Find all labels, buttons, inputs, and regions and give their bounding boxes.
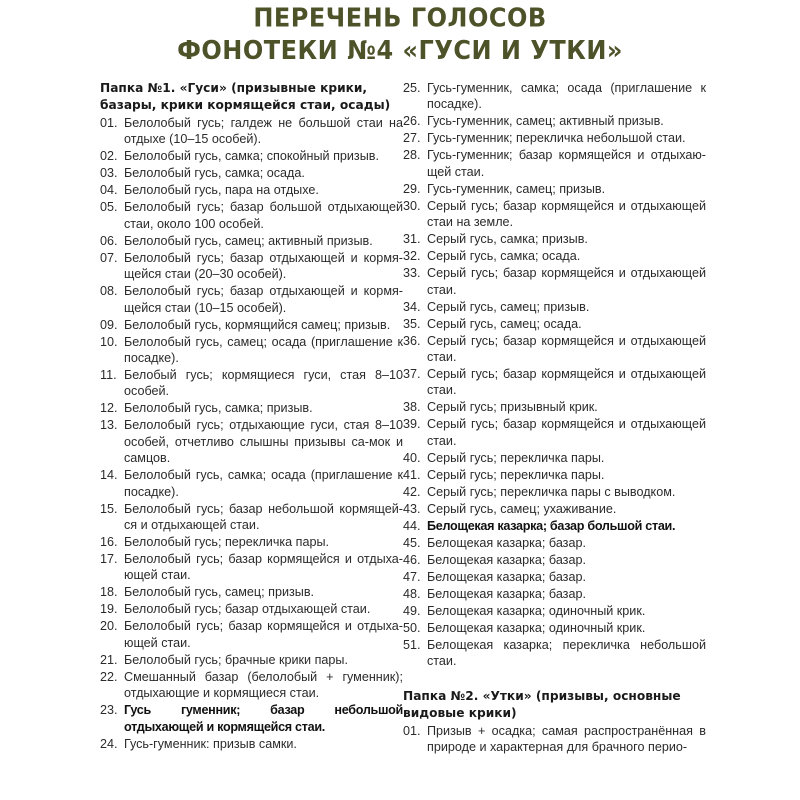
right-column [403,80,706,756]
item-number: 35. [403,316,421,331]
item-text: Гусь-гуменник, самец; призыв. [427,181,606,196]
folder-2-heading: Папка №2. «Утки» (призывы, основные видовые крики) [403,688,681,720]
item-text: Серый гусь, самка; осада. [427,249,581,264]
list-item [403,299,706,315]
title-line-2: ФОНОТЕКИ №4 «ГУСИ И УТКИ» [177,35,623,66]
item-text: Серый гусь; базар кормящейся и отдыхающей стаи. [427,333,706,365]
list-item [403,248,706,264]
item-text: Белолобый гусь; брачные крики пары. [124,652,348,667]
list-item [100,702,403,735]
item-number: 37. [403,367,421,382]
item-text: Серый гусь, самец; осада. [427,316,582,331]
item-text: Белолобый гусь, самка; осада. [124,166,305,181]
list-item [403,450,706,466]
item-number: 32. [403,249,421,264]
item-number: 34. [403,299,421,314]
item-number: 02. [100,149,118,164]
item-number: 05. [100,200,118,215]
item-number: 06. [100,233,118,248]
document-title [0,2,800,67]
list-item [403,535,706,551]
item-number: 47. [403,569,421,584]
list-item [100,148,403,164]
list-item [403,416,706,449]
item-text: Серый гусь; перекличка пары. [427,450,605,465]
item-text: Белощекая казарка; базар. [427,586,586,601]
item-text: Белолобый гусь, пара на отдыхе. [124,183,319,198]
item-number: 16. [100,535,118,550]
list-item [403,569,706,585]
item-text: Серый гусь, самец; ухаживание. [427,501,617,516]
item-text: Белощекая казарка; базар большой стаи. [427,518,676,533]
item-text: Белолобый гусь; галдеж не большой стаи на отдыхе (10–15 особей). [124,116,403,147]
item-text: Белолобый гусь; базар отдыхающей и кормя-щейся стаи (20–30 особей). [124,250,403,282]
folder-1-heading: Папка №1. «Гуси» (призывные крики, базары, крики кормящейся стаи, осады) [100,81,391,112]
list-item [403,620,706,636]
item-number: 03. [100,166,118,181]
item-number: 50. [403,620,421,635]
list-item [403,484,706,500]
item-number: 33. [403,266,421,281]
list-item [100,165,403,181]
list-item [100,501,403,534]
list-item [403,467,706,483]
left-column [100,80,403,753]
item-number: 22. [100,669,118,684]
item-text: Белощекая казарка; базар. [427,569,586,584]
item-number: 51. [403,637,421,652]
item-number: 48. [403,586,421,601]
item-text: Гусь-гуменник; базар кормящейся и отдыхаю-щей стаи. [427,148,706,179]
title-line-1: ПЕРЕЧЕНЬ ГОЛОСОВ [253,2,547,33]
item-number: 24. [100,736,118,751]
item-text: Гусь гуменник; базар небольшой отдыхающей и кормящейся стаи. [124,703,403,734]
list-item [403,147,706,180]
item-number: 21. [100,652,118,667]
list-item [403,181,706,197]
item-text: Смешанный базар (белолобый + гуменник); отдыхающие и кормящиеся стаи. [124,669,403,701]
item-number: 12. [100,401,118,416]
item-text: Белолобый гусь; базар отдыхающей и кормя-щейся стаи (10–15 особей). [124,284,403,315]
item-number: 20. [100,619,118,634]
list-item [403,316,706,332]
item-text: Белолобый гусь, самец; осада (приглашение к посадке). [124,334,403,366]
list-item [403,603,706,619]
item-text: Белощекая казарка; базар. [427,535,586,550]
item-number: 44. [403,518,421,533]
list-item [403,518,706,534]
item-number: 01. [100,116,118,130]
list-item [403,333,706,366]
list-item [100,618,403,651]
list-item [100,652,403,668]
item-text: Серый гусь; базар кормящейся и отдыхающей стаи. [427,417,706,448]
folder-2-list [403,723,706,756]
item-number: 46. [403,552,421,567]
list-item [403,723,706,756]
item-text: Белобый гусь; кормящиеся гуси, стая 8–10 особей. [124,368,403,399]
list-item [100,551,403,584]
item-text: Белолобый гусь, самец; активный призыв. [124,233,373,248]
item-text: Серый гусь; призывный крик. [427,400,598,415]
item-text: Белолобый гусь; перекличка пары. [124,535,330,550]
item-text: Белощекая казарка; одиночный крик. [427,620,646,635]
item-text: Гусь-гуменник, самка; осада (приглашение к посадке). [427,81,706,112]
list-item [100,182,403,198]
list-item [403,130,706,146]
list-item [403,552,706,568]
item-number: 42. [403,484,421,499]
list-item [100,400,403,416]
list-item [403,366,706,399]
item-text: Серый гусь; базар кормящейся и отдыхающей стаи на земле. [427,198,706,230]
item-text: Белолобый гусь; базар кормящейся и отдыха-ющей стаи. [124,619,403,650]
list-item [100,283,403,316]
item-number: 01. [403,723,421,738]
item-text: Призыв + осадка; самая распространённая в природе и характерная для брачного перио- [427,723,706,755]
list-item [403,399,706,415]
item-number: 10. [100,334,118,349]
list-item [100,417,403,466]
item-text: Серый гусь; базар кормящейся и отдыхающей стаи. [427,367,706,398]
item-number: 40. [403,450,421,465]
item-text: Белолобый гусь, самец; призыв. [124,585,315,600]
item-number: 07. [100,250,118,265]
item-number: 18. [100,585,118,600]
list-item [100,584,403,600]
item-number: 08. [100,284,118,299]
list-item [100,250,403,283]
item-text: Белолобый гусь, самка; спокойный призыв. [124,149,379,164]
item-number: 41. [403,467,421,482]
list-item [403,231,706,247]
item-text: Серый гусь; базар кормящейся и отдыхающей стаи. [427,266,706,297]
list-item [100,601,403,617]
item-number: 38. [403,400,421,415]
item-number: 28. [403,148,421,163]
item-number: 04. [100,183,118,198]
item-number: 26. [403,114,421,129]
list-item [403,501,706,517]
item-number: 15. [100,501,118,516]
list-item [403,113,706,129]
item-number: 09. [100,317,118,332]
item-number: 25. [403,81,421,95]
item-text: Белолобый гусь; базар небольшой кормящей-ся и отдыхающей стаи. [124,501,403,533]
list-item [100,334,403,367]
item-number: 29. [403,181,421,196]
item-text: Серый гусь, самка; призыв. [427,232,588,247]
folder-1-list-part-1 [100,115,403,752]
item-number: 19. [100,602,118,617]
item-text: Белощекая казарка; перекличка небольшой стаи. [427,637,706,669]
item-text: Белолобый гусь, самка; осада (приглашение к посадке). [124,468,403,499]
list-item [100,115,403,148]
item-number: 27. [403,131,421,146]
item-text: Белолобый гусь; базар отдыхающей стаи. [124,602,371,617]
list-item [100,199,403,232]
list-item [100,534,403,550]
item-text: Серый гусь, самец; призыв. [427,299,590,314]
list-item [100,669,403,702]
item-number: 30. [403,198,421,213]
item-text: Белощекая казарка; одиночный крик. [427,603,646,618]
list-item [100,467,403,500]
list-item [100,317,403,333]
item-text: Белолобый гусь; отдыхающие гуси, стая 8–10 особей, отчетливо слышны призывы са-мок и самцов. [124,418,403,466]
item-text: Гусь-гуменник; перекличка небольшой стаи. [427,131,686,146]
item-number: 45. [403,535,421,550]
item-text: Гусь-гуменник: призыв самки. [124,736,297,751]
list-item [403,198,706,231]
item-text: Белолобый гусь, кормящийся самец; призыв. [124,317,391,332]
list-item [403,80,706,113]
item-number: 23. [100,703,118,718]
list-item [403,265,706,298]
list-item [403,586,706,602]
item-number: 31. [403,232,421,247]
item-text: Белощекая казарка; базар. [427,552,586,567]
item-text: Белолобый гусь; базар большой отдыхающей стаи, около 100 особей. [124,200,403,231]
item-text: Серый гусь; перекличка пары. [427,467,605,482]
item-number: 14. [100,468,118,483]
list-item [100,736,403,752]
item-number: 36. [403,333,421,348]
item-text: Гусь-гуменник, самец; активный призыв. [427,114,664,129]
item-number: 43. [403,501,421,516]
item-text: Серый гусь; перекличка пары с выводком. [427,484,676,499]
item-number: 49. [403,603,421,618]
list-item [100,367,403,400]
list-item [100,233,403,249]
list-item [403,637,706,670]
folder-1-list-part-2 [403,80,706,670]
item-text: Белолобый гусь; базар кормящейся и отдыха-ющей стаи. [124,552,403,583]
item-text: Белолобый гусь, самка; призыв. [124,401,313,416]
item-number: 13. [100,418,118,433]
item-number: 17. [100,552,118,567]
item-number: 39. [403,417,421,432]
item-number: 11. [100,368,117,383]
